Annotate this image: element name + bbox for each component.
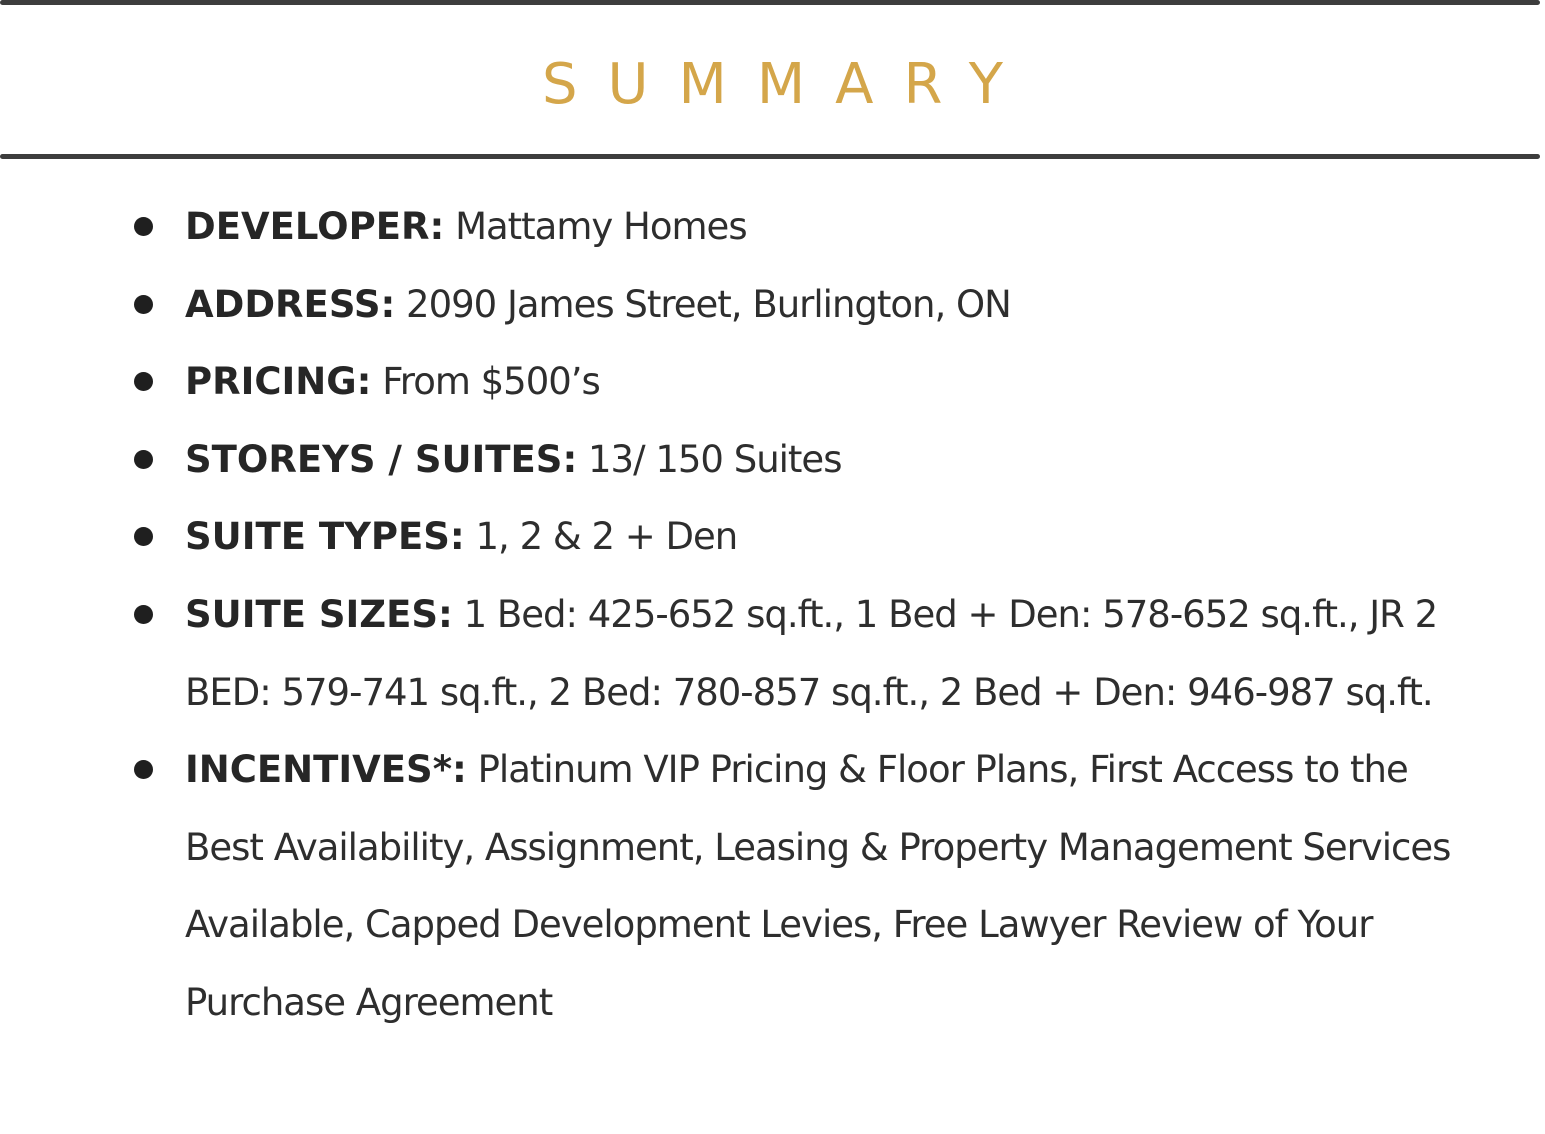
item-value: 13/ 150 Suites xyxy=(588,437,842,481)
item-label: ADDRESS: xyxy=(185,282,396,326)
summary-item-developer xyxy=(0,188,1545,266)
item-label: SUITE TYPES: xyxy=(185,515,465,559)
item-label: STOREYS / SUITES: xyxy=(185,437,578,481)
bullet-icon xyxy=(134,295,153,314)
item-label: INCENTIVES*: xyxy=(185,748,467,792)
item-value: 1 Bed: 425-652 sq.ft., 1 Bed + Den: 578-652 sq.ft., JR 2 BED: 579-741 sq.ft., 2 Bed: 780-857 sq.ft., 2 Bed + Den: 946-987 sq.ft. xyxy=(185,592,1438,714)
summary-item-pricing xyxy=(0,343,1545,421)
item-value: Platinum VIP Pricing & Floor Plans, First Access to the Best Availability, Assignment, Leasing & Property Management Services Available, Capped Development Levies, Free Lawyer Review of Your Purchase Agreement xyxy=(185,748,1451,1024)
bullet-icon xyxy=(134,605,153,624)
item-value: From $500’s xyxy=(382,360,600,404)
bullet-icon xyxy=(134,372,153,391)
bullet-icon xyxy=(134,527,153,546)
item-value: 2090 James Street, Burlington, ON xyxy=(406,282,1011,326)
summary-list xyxy=(0,188,1545,1042)
item-label: SUITE SIZES: xyxy=(185,592,453,636)
item-label: PRICING: xyxy=(185,360,372,404)
summary-item-storeys-suites xyxy=(0,421,1545,499)
top-divider xyxy=(0,0,1540,5)
summary-item-address xyxy=(0,266,1545,344)
summary-item-incentives xyxy=(0,731,1545,1041)
summary-item-suite-types xyxy=(0,498,1545,576)
bullet-icon xyxy=(134,450,153,469)
item-value: Mattamy Homes xyxy=(455,205,747,248)
page-title: SUMMARY xyxy=(541,52,1033,117)
bullet-icon xyxy=(134,760,153,779)
summary-item-suite-sizes xyxy=(0,576,1545,731)
title-divider xyxy=(0,154,1540,159)
bullet-icon xyxy=(134,217,153,236)
item-value: 1, 2 & 2 + Den xyxy=(475,515,738,559)
item-label: DEVELOPER: xyxy=(185,205,445,248)
